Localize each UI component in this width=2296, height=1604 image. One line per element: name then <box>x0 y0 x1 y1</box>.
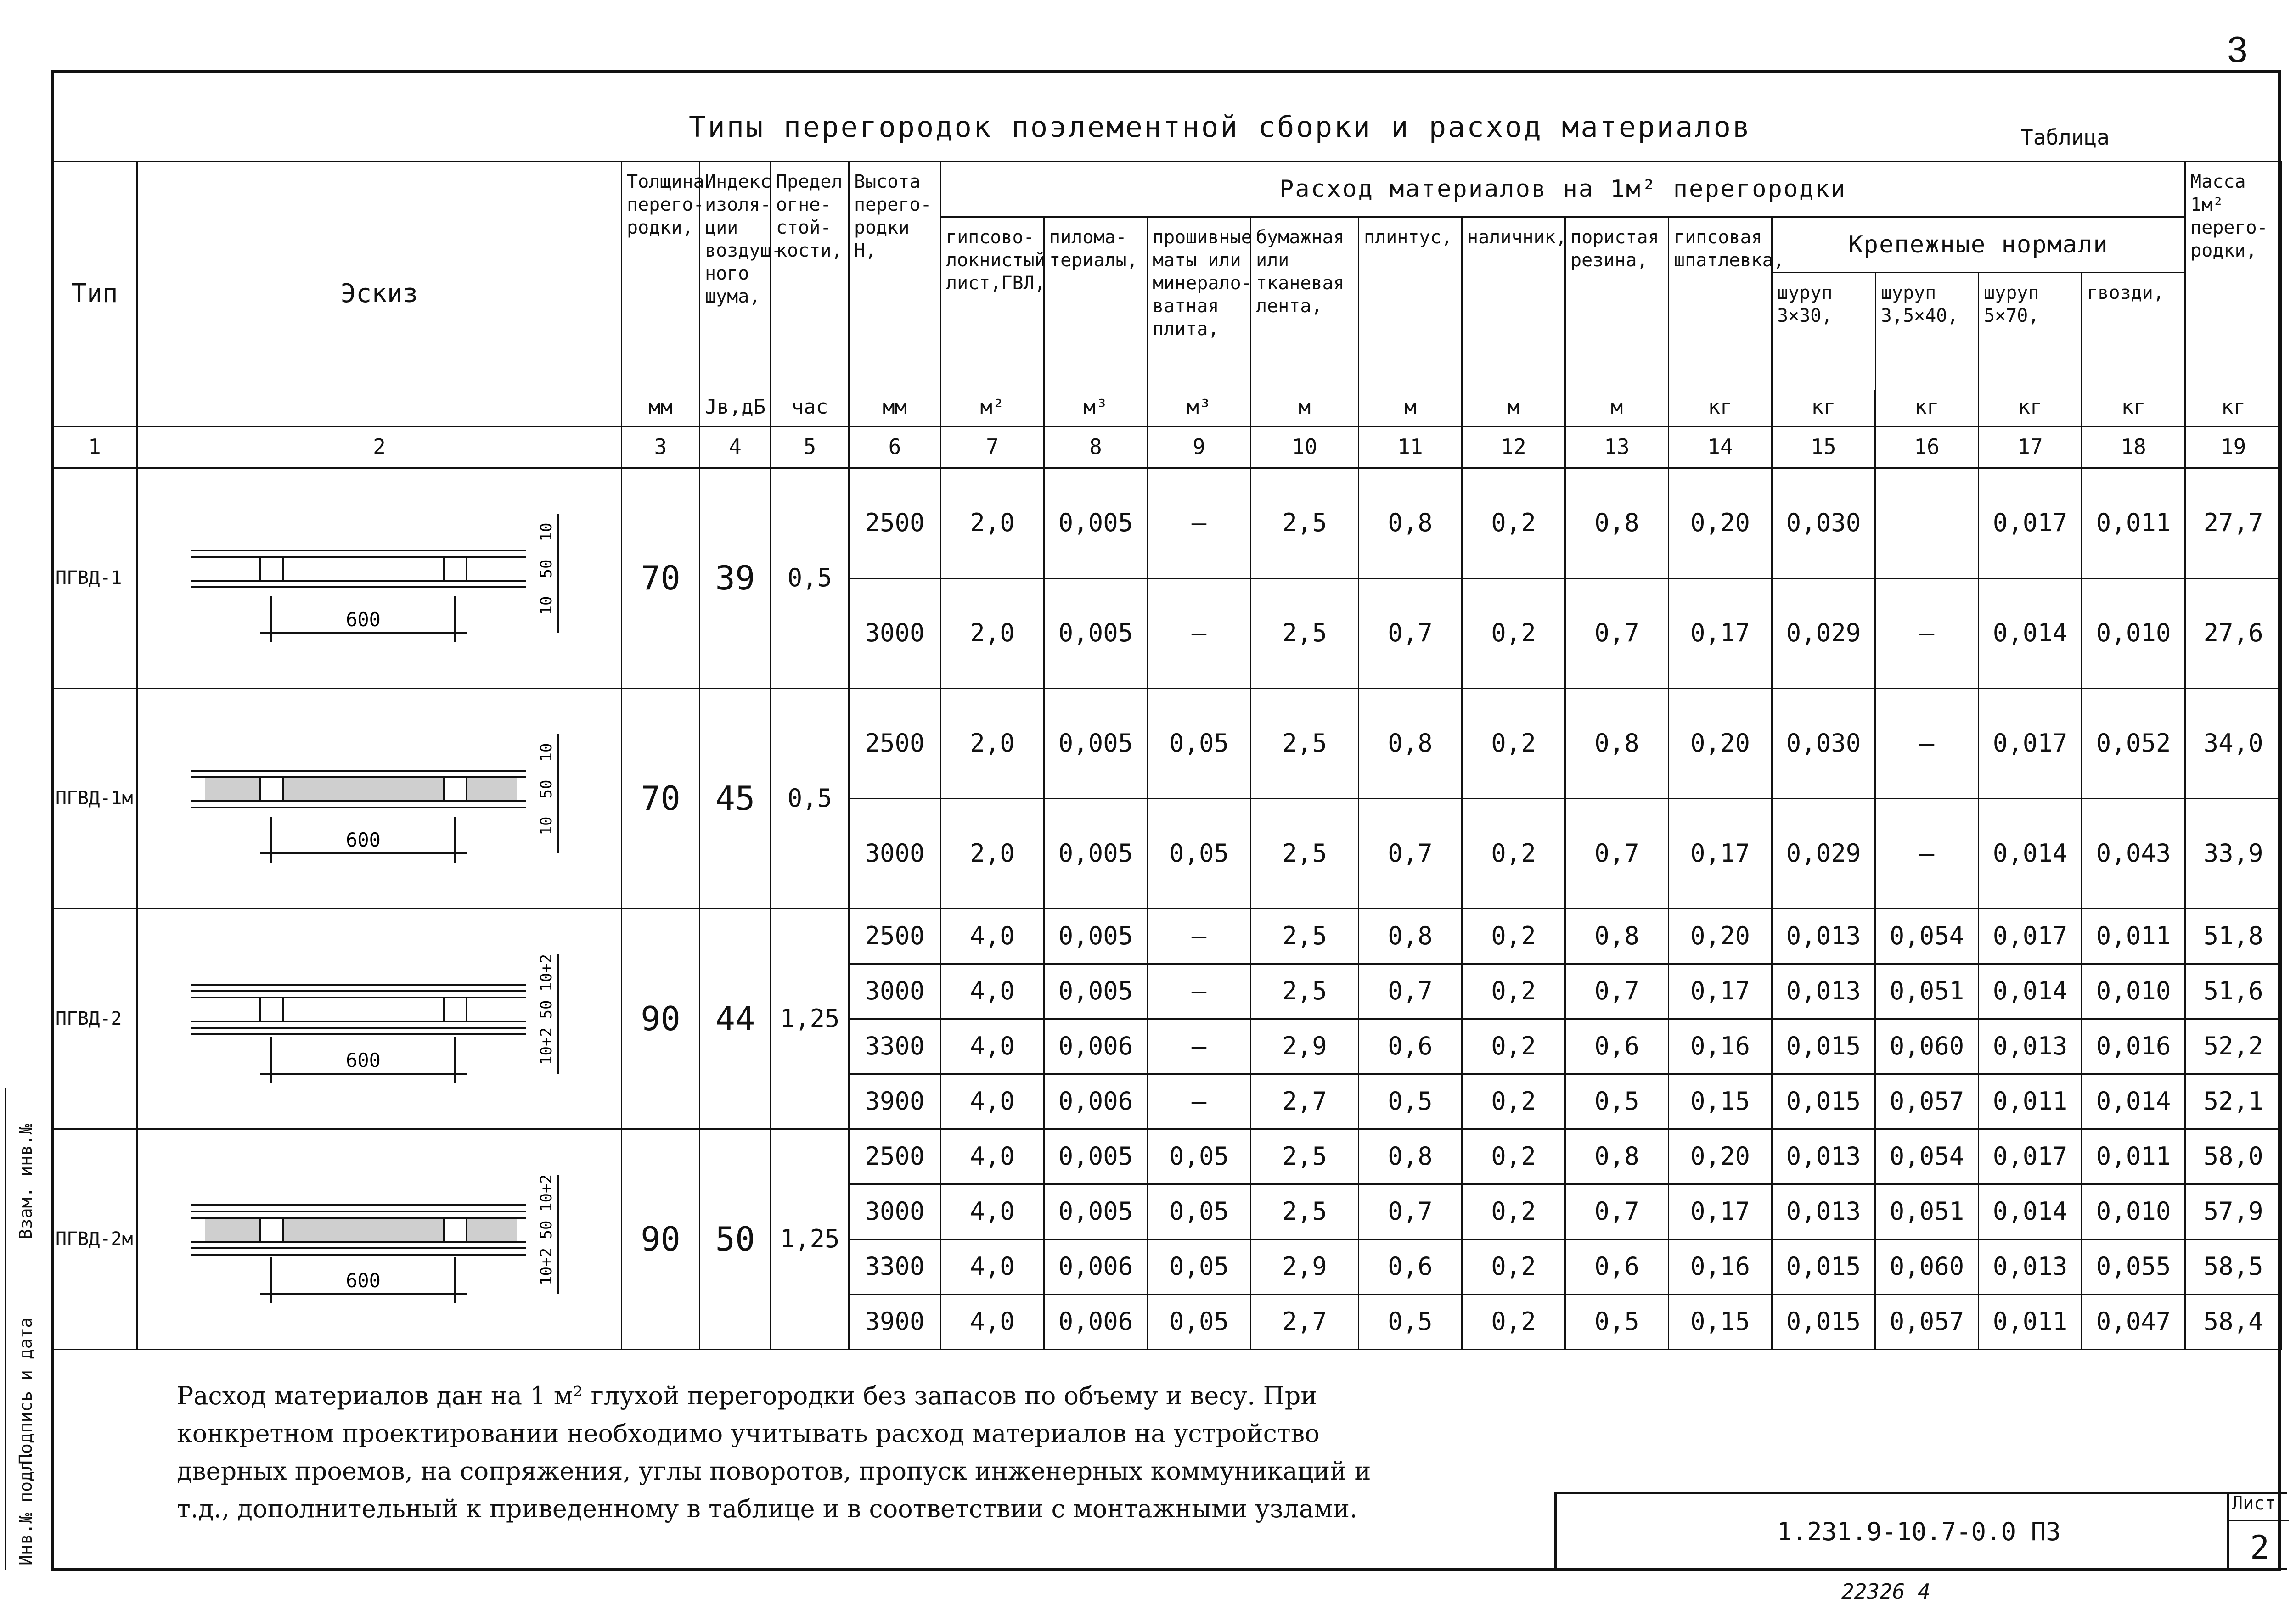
header-plinth: плинтус, <box>1359 217 1462 390</box>
value-cell: 0,005 <box>1044 468 1148 578</box>
sketch-cell <box>137 1129 622 1349</box>
thickness-dimension: 10+2 <box>537 1248 556 1285</box>
partition-sketch <box>173 936 586 1101</box>
value-cell: 0,015 <box>1772 1074 1875 1129</box>
insulation-fill <box>205 777 517 801</box>
header-index: Индекс изоля-ции воздуш-ного шума, <box>700 162 771 390</box>
side-label-inv: Инв.№ подл. <box>16 1450 36 1565</box>
value-cell: 0,013 <box>1772 964 1875 1019</box>
header-screw3: шуруп 5×70, <box>1979 273 2082 390</box>
sheet-divider <box>2227 1520 2289 1521</box>
value-cell: 0,006 <box>1044 1019 1148 1074</box>
unit-casing: м <box>1462 390 1565 426</box>
unit-height: мм <box>849 390 941 426</box>
index-cell: 45 <box>700 688 771 909</box>
value-cell: 0,016 <box>2082 1019 2185 1074</box>
unit-screw1: кг <box>1772 390 1875 426</box>
value-cell: 0,05 <box>1148 1294 1251 1349</box>
stud-profile <box>444 998 467 1021</box>
stud-profile <box>260 1218 283 1242</box>
value-cell: 0,013 <box>1979 1239 2082 1294</box>
value-cell: 0,005 <box>1044 578 1148 688</box>
column-number: 3 <box>622 426 700 468</box>
thickness-dimension: 10+2 <box>537 1174 556 1212</box>
value-cell: 0,2 <box>1462 1129 1565 1184</box>
value-cell: — <box>1148 1074 1251 1129</box>
value-cell: 0,013 <box>1772 1129 1875 1184</box>
value-cell: 0,2 <box>1462 688 1565 798</box>
value-cell: 0,8 <box>1565 909 1669 964</box>
stud-profile <box>444 777 467 801</box>
value-cell: 0,005 <box>1044 909 1148 964</box>
value-cell: 2,7 <box>1251 1294 1359 1349</box>
value-cell: 2,5 <box>1251 798 1359 909</box>
column-number: 10 <box>1251 426 1359 468</box>
header-nails: гвозди, <box>2087 282 2164 303</box>
unit-mats: м³ <box>1148 390 1251 426</box>
value-cell: 51,6 <box>2185 964 2282 1019</box>
side-label-replace: Взам. инв.№ <box>16 1124 36 1239</box>
height-cell: 3300 <box>849 1019 941 1074</box>
value-cell: — <box>1875 688 1979 798</box>
value-cell: 0,7 <box>1359 578 1462 688</box>
value-cell: 0,6 <box>1359 1239 1462 1294</box>
unit-plinth: м <box>1359 390 1462 426</box>
thickness-dimension: 50 <box>537 559 556 578</box>
height-cell: 3900 <box>849 1294 941 1349</box>
unit-nails: кг <box>2082 390 2185 426</box>
value-cell: 0,7 <box>1565 964 1669 1019</box>
value-cell: 0,017 <box>1979 688 2082 798</box>
value-cell: 0,8 <box>1359 468 1462 578</box>
header-sketch: Эскиз <box>137 162 622 426</box>
value-cell: 0,006 <box>1044 1239 1148 1294</box>
value-cell: 0,05 <box>1148 798 1251 909</box>
unit-putty: кг <box>1669 390 1772 426</box>
fasteners-subtable <box>1773 218 2184 390</box>
value-cell: 2,7 <box>1251 1074 1359 1129</box>
value-cell: — <box>1875 578 1979 688</box>
unit-index: Jв,дБ <box>700 390 771 426</box>
thickness-dimension: 10 <box>537 596 556 615</box>
unit-lumber: м³ <box>1044 390 1148 426</box>
index-cell: 44 <box>700 909 771 1129</box>
column-number: 5 <box>771 426 849 468</box>
column-number: 7 <box>941 426 1044 468</box>
value-cell: 0,6 <box>1565 1019 1669 1074</box>
value-cell: 0,2 <box>1462 798 1565 909</box>
value-cell: 27,6 <box>2185 578 2282 688</box>
value-cell: 2,5 <box>1251 578 1359 688</box>
value-cell: 0,047 <box>2082 1294 2185 1349</box>
unit-tape: м <box>1251 390 1359 426</box>
value-cell: 58,5 <box>2185 1239 2282 1294</box>
value-cell: 0,043 <box>2082 798 2185 909</box>
header-screw1: шуруп 3×30, <box>1773 273 1875 390</box>
header-fasteners-group: Крепежные нормали <box>1773 218 2184 273</box>
value-cell: 0,015 <box>1772 1294 1875 1349</box>
stud-profile <box>260 777 283 801</box>
column-number: 17 <box>1979 426 2082 468</box>
value-cell: 0,017 <box>1979 909 2082 964</box>
value-cell: 0,013 <box>1772 1184 1875 1239</box>
value-cell: 4,0 <box>941 909 1044 964</box>
span-dimension: 600 <box>346 608 381 631</box>
value-cell: — <box>1875 798 1979 909</box>
header-screw2: шуруп 3,5×40, <box>1875 273 1978 390</box>
side-label-sign: Подпись и дата <box>16 1317 36 1464</box>
value-cell: 2,0 <box>941 578 1044 688</box>
value-cell: 0,015 <box>1772 1019 1875 1074</box>
value-cell: 0,011 <box>1979 1074 2082 1129</box>
column-number: 2 <box>137 426 622 468</box>
fire-cell: 1,25 <box>771 1129 849 1349</box>
header-tape: бумажная или тканевая лента, <box>1251 217 1359 390</box>
value-cell: 0,014 <box>2082 1074 2185 1129</box>
column-number: 13 <box>1565 426 1669 468</box>
value-cell: 4,0 <box>941 1239 1044 1294</box>
header-type: Тип <box>52 162 137 426</box>
value-cell: 0,16 <box>1669 1239 1772 1294</box>
unit-screw3: кг <box>1979 390 2082 426</box>
value-cell: 0,015 <box>1772 1239 1875 1294</box>
value-cell: 0,060 <box>1875 1239 1979 1294</box>
value-cell: 4,0 <box>941 1129 1044 1184</box>
value-cell: 51,8 <box>2185 909 2282 964</box>
value-cell: — <box>1148 909 1251 964</box>
column-number: 6 <box>849 426 941 468</box>
type-cell: ПГВД-2м <box>52 1129 137 1349</box>
value-cell: 0,005 <box>1044 964 1148 1019</box>
materials-table <box>51 161 2282 1350</box>
value-cell <box>1875 468 1979 578</box>
table-row <box>52 1129 2282 1184</box>
value-cell: 0,014 <box>1979 578 2082 688</box>
value-cell: 0,15 <box>1669 1074 1772 1129</box>
insulation-fill <box>205 1218 517 1242</box>
value-cell: 0,011 <box>2082 468 2185 578</box>
value-cell: 4,0 <box>941 1019 1044 1074</box>
index-cell: 50 <box>700 1129 771 1349</box>
unit-fire: час <box>771 390 849 426</box>
value-cell: 0,7 <box>1565 578 1669 688</box>
value-cell: 0,005 <box>1044 688 1148 798</box>
value-cell: 0,2 <box>1462 1074 1565 1129</box>
value-cell: 33,9 <box>2185 798 2282 909</box>
column-number: 1 <box>52 426 137 468</box>
value-cell: 0,014 <box>1979 1184 2082 1239</box>
type-cell: ПГВД-1 <box>52 468 137 688</box>
document-code: 1.231.9-10.7-0.0 ПЗ <box>1777 1517 2061 1546</box>
value-cell: 0,2 <box>1462 468 1565 578</box>
span-dimension: 600 <box>346 1049 381 1071</box>
header-gypsum-sheet: гипсово-локнистый лист,ГВЛ, <box>941 217 1044 390</box>
type-cell: ПГВД-1м <box>52 688 137 909</box>
value-cell: 0,17 <box>1669 578 1772 688</box>
sheet-label: Лист <box>2232 1493 2276 1514</box>
height-cell: 2500 <box>849 688 941 798</box>
table-row <box>52 468 2282 578</box>
fire-cell: 1,25 <box>771 909 849 1129</box>
bottom-code: 22326 4 <box>1841 1579 1930 1604</box>
value-cell: 0,20 <box>1669 909 1772 964</box>
value-cell: 0,2 <box>1462 1239 1565 1294</box>
height-cell: 3300 <box>849 1239 941 1294</box>
value-cell: 0,2 <box>1462 1294 1565 1349</box>
value-cell: 0,17 <box>1669 964 1772 1019</box>
document-title: Типы перегородок поэлементной сборки и расход материалов <box>689 110 1752 144</box>
value-cell: 0,013 <box>1979 1019 2082 1074</box>
value-cell: 0,20 <box>1669 468 1772 578</box>
value-cell: 2,0 <box>941 688 1044 798</box>
column-number: 9 <box>1148 426 1251 468</box>
thickness-dimension: 50 <box>537 780 556 799</box>
value-cell: 4,0 <box>941 1294 1044 1349</box>
value-cell: 0,057 <box>1875 1074 1979 1129</box>
stud-profile <box>260 557 283 581</box>
value-cell: 0,7 <box>1359 1184 1462 1239</box>
partition-sketch <box>173 495 586 661</box>
value-cell: 0,05 <box>1148 1129 1251 1184</box>
value-cell: 4,0 <box>941 964 1044 1019</box>
value-cell: 2,5 <box>1251 468 1359 578</box>
column-number: 18 <box>2082 426 2185 468</box>
header-mass: Масса 1м² перего-родки, <box>2185 162 2282 390</box>
value-cell: 0,17 <box>1669 1184 1772 1239</box>
value-cell: 0,010 <box>2082 964 2185 1019</box>
value-cell: 0,010 <box>2082 1184 2185 1239</box>
sketch-cell <box>137 909 622 1129</box>
value-cell: — <box>1148 578 1251 688</box>
column-number: 4 <box>700 426 771 468</box>
value-cell: 0,029 <box>1772 578 1875 688</box>
partition-sketch <box>173 716 586 881</box>
thickness-cell: 70 <box>622 468 700 688</box>
value-cell: 0,2 <box>1462 964 1565 1019</box>
header-mats: прошивные маты или минерало-ватная плита, <box>1148 217 1251 390</box>
value-cell: — <box>1148 468 1251 578</box>
value-cell: 52,1 <box>2185 1074 2282 1129</box>
value-cell: 0,7 <box>1565 1184 1669 1239</box>
column-number: 19 <box>2185 426 2282 468</box>
header-height: Высота перего-родки Н, <box>849 162 941 390</box>
height-cell: 3000 <box>849 1184 941 1239</box>
value-cell: 0,005 <box>1044 1184 1148 1239</box>
value-cell: 4,0 <box>941 1074 1044 1129</box>
value-cell: — <box>1148 1019 1251 1074</box>
table-body <box>52 162 2282 1350</box>
thickness-cell: 70 <box>622 688 700 909</box>
value-cell: 0,15 <box>1669 1294 1772 1349</box>
height-cell: 3000 <box>849 798 941 909</box>
value-cell: 0,057 <box>1875 1294 1979 1349</box>
column-number: 8 <box>1044 426 1148 468</box>
index-cell: 39 <box>700 468 771 688</box>
value-cell: 0,2 <box>1462 578 1565 688</box>
value-cell: 0,5 <box>1359 1074 1462 1129</box>
fire-cell: 0,5 <box>771 468 849 688</box>
fire-cell: 0,5 <box>771 688 849 909</box>
value-cell: 0,7 <box>1565 798 1669 909</box>
header-thickness: Толщина перего-родки, <box>622 162 700 390</box>
value-cell: 2,5 <box>1251 1184 1359 1239</box>
stud-profile <box>444 557 467 581</box>
stud-profile <box>260 998 283 1021</box>
sketch-cell <box>137 688 622 909</box>
value-cell: 0,5 <box>1565 1294 1669 1349</box>
value-cell: 0,051 <box>1875 964 1979 1019</box>
value-cell: 2,9 <box>1251 1019 1359 1074</box>
value-cell: 58,0 <box>2185 1129 2282 1184</box>
value-cell: 0,054 <box>1875 909 1979 964</box>
span-dimension: 600 <box>346 1269 381 1292</box>
footnote: Расход материалов дан на 1 м² глухой перегородки без запасов по объему и весу. При конкретном проектировании необходимо учитывать расход материалов на устройство дверных проемов, на сопряжения, углы поворотов, пропуск инженерных коммуникаций и т.д., дополнительный к приведенному в таблице и в соответствии с монтажными узлами. <box>177 1381 1371 1524</box>
value-cell: 0,6 <box>1565 1239 1669 1294</box>
header-rubber: пористая резина, <box>1565 217 1669 390</box>
value-cell: 52,2 <box>2185 1019 2282 1074</box>
value-cell: 0,05 <box>1148 1239 1251 1294</box>
table-row <box>52 688 2282 798</box>
value-cell: 0,060 <box>1875 1019 1979 1074</box>
unit-screw2: кг <box>1875 390 1979 426</box>
value-cell: 0,014 <box>1979 964 2082 1019</box>
header-casing: наличник, <box>1462 217 1565 390</box>
height-cell: 3900 <box>849 1074 941 1129</box>
thickness-dimension: 10+2 <box>537 1027 556 1065</box>
value-cell: 2,9 <box>1251 1239 1359 1294</box>
height-cell: 3000 <box>849 578 941 688</box>
value-cell: 0,5 <box>1359 1294 1462 1349</box>
value-cell: 2,5 <box>1251 964 1359 1019</box>
value-cell: 0,8 <box>1565 468 1669 578</box>
value-cell: 0,7 <box>1359 798 1462 909</box>
stud-profile <box>444 1218 467 1242</box>
partition-sketch <box>173 1156 586 1322</box>
value-cell: 0,005 <box>1044 1129 1148 1184</box>
value-cell: 4,0 <box>941 1184 1044 1239</box>
column-number: 14 <box>1669 426 1772 468</box>
header-lumber: пиломa-териалы, <box>1044 217 1148 390</box>
value-cell: 0,17 <box>1669 798 1772 909</box>
value-cell: 0,8 <box>1359 909 1462 964</box>
value-cell: — <box>1148 964 1251 1019</box>
value-cell: 57,9 <box>2185 1184 2282 1239</box>
value-cell: 2,5 <box>1251 909 1359 964</box>
value-cell: 0,05 <box>1148 1184 1251 1239</box>
value-cell: 0,029 <box>1772 798 1875 909</box>
value-cell: 0,052 <box>2082 688 2185 798</box>
column-number: 16 <box>1875 426 1979 468</box>
type-cell: ПГВД-2 <box>52 909 137 1129</box>
column-number: 11 <box>1359 426 1462 468</box>
height-cell: 2500 <box>849 1129 941 1184</box>
value-cell: 0,010 <box>2082 578 2185 688</box>
value-cell: 2,0 <box>941 468 1044 578</box>
value-cell: 0,5 <box>1565 1074 1669 1129</box>
value-cell: 0,011 <box>2082 1129 2185 1184</box>
value-cell: 0,013 <box>1772 909 1875 964</box>
value-cell: 0,030 <box>1772 688 1875 798</box>
value-cell: 0,2 <box>1462 1184 1565 1239</box>
thickness-dimension: 10+2 <box>537 954 556 992</box>
unit-thickness: мм <box>622 390 700 426</box>
value-cell: 0,6 <box>1359 1019 1462 1074</box>
span-dimension: 600 <box>346 829 381 851</box>
value-cell: 0,054 <box>1875 1129 1979 1184</box>
value-cell: 0,16 <box>1669 1019 1772 1074</box>
value-cell: 0,006 <box>1044 1074 1148 1129</box>
value-cell: 0,7 <box>1359 964 1462 1019</box>
value-cell: 2,5 <box>1251 688 1359 798</box>
height-cell: 3000 <box>849 964 941 1019</box>
header-fire: Предел огне-стой-кости, <box>771 162 849 390</box>
value-cell: 0,8 <box>1359 688 1462 798</box>
value-cell: 0,8 <box>1359 1129 1462 1184</box>
value-cell: 0,051 <box>1875 1184 1979 1239</box>
sheet-number: 2 <box>2250 1529 2270 1566</box>
column-numbers-row <box>52 426 2282 468</box>
value-cell: 2,5 <box>1251 1129 1359 1184</box>
height-cell: 2500 <box>849 909 941 964</box>
column-number: 12 <box>1462 426 1565 468</box>
sketch-cell <box>137 468 622 688</box>
page-number: 3 <box>2227 29 2248 70</box>
header-putty: гипсовая шпатлевка, <box>1669 217 1772 390</box>
value-cell: 0,011 <box>2082 909 2185 964</box>
value-cell: 0,005 <box>1044 798 1148 909</box>
value-cell: 0,8 <box>1565 1129 1669 1184</box>
height-cell: 2500 <box>849 468 941 578</box>
unit-rubber: м <box>1565 390 1669 426</box>
column-number: 15 <box>1772 426 1875 468</box>
thickness-dimension: 10 <box>537 522 556 542</box>
value-cell: 0,05 <box>1148 688 1251 798</box>
table-label: Таблица <box>2020 125 2110 150</box>
thickness-cell: 90 <box>622 1129 700 1349</box>
value-cell: 58,4 <box>2185 1294 2282 1349</box>
thickness-dimension: 10 <box>537 816 556 836</box>
value-cell: 0,014 <box>1979 798 2082 909</box>
value-cell: 27,7 <box>2185 468 2282 578</box>
value-cell: 0,2 <box>1462 1019 1565 1074</box>
value-cell: 0,20 <box>1669 1129 1772 1184</box>
thickness-dimension: 10 <box>537 743 556 762</box>
table-row <box>52 909 2282 964</box>
value-cell: 2,0 <box>941 798 1044 909</box>
thickness-dimension: 50 <box>537 1000 556 1019</box>
value-cell: 0,006 <box>1044 1294 1148 1349</box>
value-cell: 0,055 <box>2082 1239 2185 1294</box>
value-cell: 0,20 <box>1669 688 1772 798</box>
side-strip <box>5 1088 57 1570</box>
value-cell: 0,017 <box>1979 1129 2082 1184</box>
value-cell: 0,017 <box>1979 468 2082 578</box>
value-cell: 0,011 <box>1979 1294 2082 1349</box>
value-cell: 0,2 <box>1462 909 1565 964</box>
header-materials-group: Расход материалов на 1м² перегородки <box>941 162 2185 217</box>
fasteners-header <box>1772 217 2185 390</box>
unit-mass: кг <box>2185 390 2282 426</box>
thickness-cell: 90 <box>622 909 700 1129</box>
unit-gypsum-sheet: м² <box>941 390 1044 426</box>
value-cell: 0,030 <box>1772 468 1875 578</box>
thickness-dimension: 50 <box>537 1220 556 1239</box>
value-cell: 0,8 <box>1565 688 1669 798</box>
value-cell: 34,0 <box>2185 688 2282 798</box>
